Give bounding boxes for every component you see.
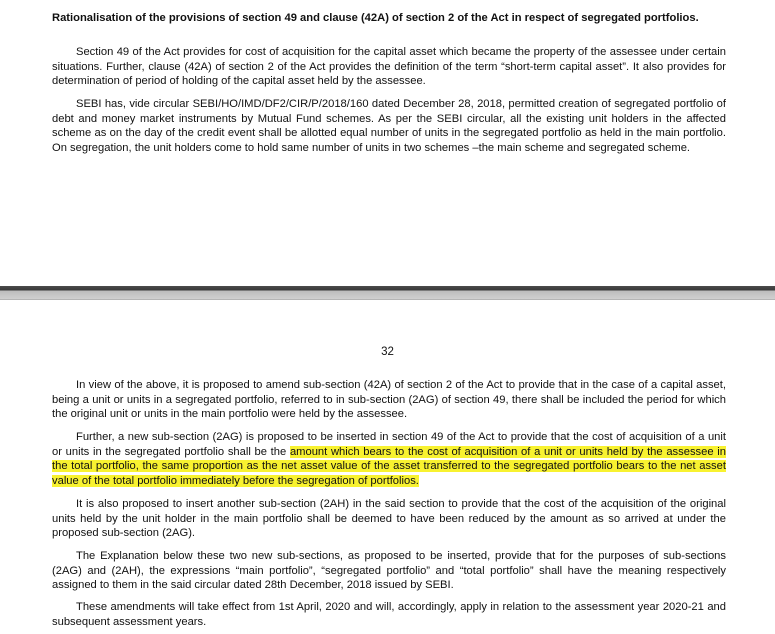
paragraph-section-49: Section 49 of the Act provides for cost of acquisition for the capital asset which became the property of the assessee under certain situations. Further, clause (42A) of section 2 of the Act provides the definition of the term “short-term capital asset”. It also provides for determination of period of holding of the capital asset held by the assessee. [52,46,726,88]
document-page-top [0,0,775,286]
paragraph-explanation: The Explanation below these two new sub-sections, as proposed to be inserted, provide that for the purposes of sub-sections (2AG) and (2AH), the expressions “main portfolio”, “segregated portfolio” and “total portfolio” shall have the meaning respectively assigned to them in the said circular dated 28th December, 2018 issued by SEBI. [52,550,726,592]
paragraph-effective-date: These amendments will take effect from 1st April, 2020 and will, accordingly, apply in relation to the assessment year 2020-21 and subsequent assessment years. [52,601,726,628]
section-heading: Rationalisation of the provisions of section 49 and clause (42A) of section 2 of the Act in respect of segregated portfolios. [52,12,699,24]
paragraph-new-2ag [52,430,726,488]
page-number: 32 [381,346,394,358]
page-separator [0,286,775,300]
paragraph-new-2ag-text: Further, a new sub-section (2AG) is proposed to be inserted in section 49 of the Act to provide that the cost of acquisition of a unit or units in the segregated portfolio shall be the [52,431,726,458]
highlighted-text: amount which bears to the cost of acquisition of a unit or units held by the assessee in the total portfolio, the same proportion as the net asset value of the asset transferred to the segregated portfolio bears to the net asset value of the total portfolio immediately before the segregation of portfolios. [52,445,726,487]
paragraph-new-2ah: It is also proposed to insert another sub-section (2AH) in the said section to provide that the cost of the acquisition of the original units held by the unit holder in the main portfolio shall be deemed to have been reduced by the amount as so arrived at under the proposed sub-section (2AG). [52,498,726,540]
paragraph-sebi-circular: SEBI has, vide circular SEBI/HO/IMD/DF2/CIR/P/2018/160 dated December 28, 2018, permitted creation of segregated portfolio of debt and money market instruments by Mutual Fund schemes. As per the SEBI circular, all the existing unit holders in the affected scheme as on the day of the credit event shall be allotted equal number of units in the segregated portfolio as held in the main portfolio. On segregation, the unit holders come to hold same number of units in two schemes –the main scheme and segregated scheme. [52,98,726,154]
paragraph-amend-42a: In view of the above, it is proposed to amend sub-section (42A) of section 2 of the Act to provide that in the case of a capital asset, being a unit or units in a segregated portfolio, referred to in sub-section (2AG) of section 49, there shall be included the period for which the original unit or units in the main portfolio were held by the assessee. [52,379,726,421]
